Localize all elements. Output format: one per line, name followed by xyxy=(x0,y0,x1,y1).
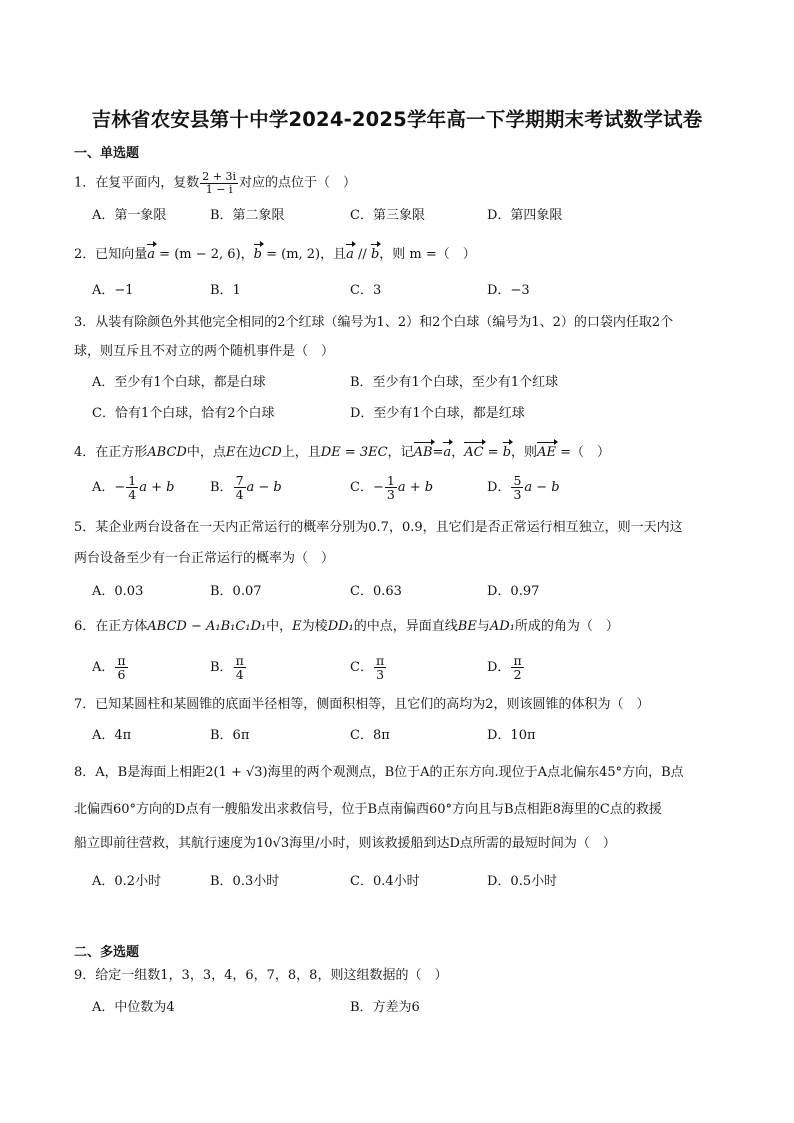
q4-option-a-label: A． xyxy=(92,480,115,496)
q6-option-c-label: C． xyxy=(350,660,373,676)
q2-stem-a: 2．已知向量 xyxy=(74,247,148,262)
q2-parallel-sign: // xyxy=(353,247,371,262)
q4-option-a-sign: − xyxy=(114,480,126,496)
q7-option-d[interactable]: D．10π xyxy=(487,728,536,743)
question-6 xyxy=(74,618,730,636)
q4-side-cd: CD xyxy=(261,445,282,460)
q6-line-ad1: AD₁ xyxy=(489,619,515,634)
q6-stem-4: 与 xyxy=(476,619,490,634)
q5-option-b[interactable]: B．0.07 xyxy=(210,584,262,599)
q6-option-c-den: 3 xyxy=(376,667,385,683)
q1-stem-post: 对应的点位于（ ） xyxy=(239,175,357,191)
q8-option-b[interactable]: B．0.3小时 xyxy=(210,874,280,889)
q8-option-c[interactable]: C．0.4小时 xyxy=(350,874,420,889)
q6-point-e: E xyxy=(292,619,302,634)
q4-stem-6: ， xyxy=(451,445,465,460)
q4-option-b-expr: a − b xyxy=(246,480,282,496)
q2-stem-mid-b: = (m, 2)，且 xyxy=(261,247,347,262)
q1-fraction-den: 1 − i xyxy=(205,182,233,196)
q4-option-b-den: 4 xyxy=(235,487,244,503)
q4-option-a-expr: a + b xyxy=(139,480,175,496)
question-8-line-1: 8．A，B是海面上相距2(1 + √3)海里的两个观测点，B位于A的正东方向.现位于A点北偏东45°方向，B点 xyxy=(74,765,684,780)
q9-option-a[interactable]: A．中位数为4 xyxy=(92,1000,175,1015)
q4-option-c-sign: − xyxy=(372,480,384,496)
q5-option-d[interactable]: D．0.97 xyxy=(487,584,540,599)
q7-option-b[interactable]: B．6π xyxy=(210,728,250,743)
q4-stem-9: =（ ） xyxy=(555,445,610,460)
q8-option-a[interactable]: A．0.2小时 xyxy=(92,874,162,889)
q4-vector-ac: AC xyxy=(464,441,483,462)
q1-fraction-num: 2 + 3i xyxy=(202,170,237,183)
q6-line-be: BE xyxy=(457,619,477,634)
q4-option-b-fraction xyxy=(234,474,246,501)
q6-option-a-label: A． xyxy=(92,660,115,676)
q1-option-b[interactable]: B．第二象限 xyxy=(210,208,285,223)
section-multi-choice: 二、多选题 xyxy=(74,945,140,960)
q4-option-d-num: 5 xyxy=(513,473,522,488)
q4-stem-3: 上，且 xyxy=(281,445,321,460)
q2-parallel-b: b xyxy=(371,243,379,264)
q7-option-c[interactable]: C．8π xyxy=(350,728,390,743)
q6-option-d-den: 2 xyxy=(513,667,522,683)
q1-stem-pre: 1．在复平面内，复数 xyxy=(74,175,200,191)
q1-option-c[interactable]: C．第三象限 xyxy=(350,208,425,223)
q2-option-a[interactable]: A．−1 xyxy=(92,283,134,298)
question-7: 7．已知某圆柱和某圆锥的底面半径相等，侧面积相等，且它们的高均为2，则该圆锥的体积为（ ） xyxy=(74,697,650,712)
q4-stem-5: = xyxy=(432,445,444,460)
q4-option-c-den: 3 xyxy=(386,487,395,503)
q2-option-b[interactable]: B．1 xyxy=(210,283,241,298)
q4-option-a-num: 1 xyxy=(128,473,137,488)
q2-parallel-a: a xyxy=(346,243,354,264)
question-9: 9．给定一组数1，3，3，4，6，7，8，8，则这组数据的（ ） xyxy=(74,968,448,983)
question-1 xyxy=(74,171,730,195)
q6-option-a-num: π xyxy=(117,653,126,668)
q4-stem-7: = xyxy=(483,445,503,460)
q4-equation: DE = 3EC xyxy=(320,445,388,460)
q4-option-c-label: C． xyxy=(350,480,373,496)
q5-option-a[interactable]: A．0.03 xyxy=(92,584,144,599)
q6-stem-5: 所成的角为（ ） xyxy=(514,619,619,634)
q4-option-d-den: 3 xyxy=(513,487,522,503)
q3-option-b[interactable]: B．至少有1个白球，至少有1个红球 xyxy=(350,375,559,390)
q6-option-b-num: π xyxy=(235,653,244,668)
q6-cube: ABCD − A₁B₁C₁D₁ xyxy=(147,619,267,634)
question-3-line-1: 3．从装有除颜色外其他完全相同的2个红球（编号为1、2）和2个白球（编号为1、2）的口袋内任取2个 xyxy=(74,315,674,330)
question-8-line-2: 北偏西60°方向的D点有一艘船发出求救信号，位于B点南偏西60°方向且与B点相距8海里的C点的救援 xyxy=(74,802,662,817)
q8-option-d[interactable]: D．0.5小时 xyxy=(487,874,558,889)
q7-option-a[interactable]: A．4π xyxy=(92,728,132,743)
q6-option-b-label: B． xyxy=(210,660,233,676)
q6-option-b-den: 4 xyxy=(235,667,244,683)
q2-vector-b: b xyxy=(254,243,262,264)
q4-option-c-expr: a + b xyxy=(397,480,434,496)
q5-option-c[interactable]: C．0.63 xyxy=(350,584,402,599)
q4-vector-b: b xyxy=(503,441,511,462)
question-5-line-2: 两台设备至少有一台正常运行的概率为（ ） xyxy=(74,551,335,566)
q6-option-a[interactable] xyxy=(92,654,129,681)
q6-stem-pre: 6．在正方体 xyxy=(74,619,148,634)
q2-option-c[interactable]: C．3 xyxy=(350,283,382,298)
q6-option-c-fraction xyxy=(374,654,386,681)
q4-square: ABCD xyxy=(147,445,187,460)
q4-option-d-label: D． xyxy=(487,480,511,496)
q4-option-c-fraction xyxy=(385,474,397,501)
q6-option-c-num: π xyxy=(375,653,385,668)
q4-option-a-fraction xyxy=(126,474,138,501)
q4-option-a-den: 4 xyxy=(128,487,137,503)
question-2 xyxy=(74,243,730,264)
q1-fraction xyxy=(200,171,238,195)
q3-option-a[interactable]: A．至少有1个白球，都是白球 xyxy=(92,375,266,390)
q3-option-c[interactable]: C．恰有1个白球，恰有2个白球 xyxy=(92,406,275,421)
q4-option-b[interactable] xyxy=(210,474,282,501)
q9-option-b[interactable]: B．方差为6 xyxy=(350,1000,420,1015)
q4-vector-ae: AE xyxy=(537,441,556,462)
q6-option-d[interactable] xyxy=(487,654,525,681)
q4-stem-pre: 4．在正方形 xyxy=(74,445,148,460)
q6-option-d-num: π xyxy=(513,653,522,668)
q4-option-d-expr: a − b xyxy=(524,480,560,496)
q6-stem-2: 为棱 xyxy=(301,619,328,634)
q4-option-d[interactable] xyxy=(487,474,560,501)
q6-option-b-fraction xyxy=(234,654,246,681)
q3-option-d[interactable]: D．至少有1个白球，都是红球 xyxy=(350,406,525,421)
section-single-choice: 一、单选题 xyxy=(74,146,140,161)
q4-stem-2: 在边 xyxy=(235,445,262,460)
q4-stem-1: 中，点 xyxy=(186,445,226,460)
q6-option-a-den: 6 xyxy=(117,667,126,683)
q4-stem-8: ，则 xyxy=(511,445,538,460)
q4-option-a[interactable] xyxy=(92,474,174,501)
q6-stem-3: 的中点，异面直线 xyxy=(353,619,458,634)
q6-option-d-fraction xyxy=(511,654,523,681)
question-3-line-2: 球，则互斥且不对立的两个随机事件是（ ） xyxy=(74,344,335,359)
q6-edge-dd1: DD₁ xyxy=(327,619,354,634)
q6-stem-1: 中， xyxy=(266,619,293,634)
q4-option-d-fraction xyxy=(511,474,523,501)
q4-option-b-label: B． xyxy=(210,480,233,496)
question-5-line-1: 5．某企业两台设备在一天内正常运行的概率分别为0.7，0.9，且它们是否正常运行相互独立，则一天内这 xyxy=(74,520,683,535)
q4-option-c[interactable] xyxy=(350,474,433,501)
q6-option-c[interactable] xyxy=(350,654,387,681)
q4-option-b-num: 7 xyxy=(235,473,244,488)
q6-option-d-label: D． xyxy=(487,660,511,676)
q1-option-a[interactable]: A．第一象限 xyxy=(92,208,167,223)
question-8-line-3: 船立即前往营救，其航行速度为10√3海里/小时，则该救援船到达D点所需的最短时间为（ ） xyxy=(74,836,616,851)
q4-point-e: E xyxy=(225,445,236,460)
q1-option-d[interactable]: D．第四象限 xyxy=(487,208,563,223)
q2-stem-mid-a: = (m − 2, 6)， xyxy=(155,247,254,262)
q2-option-d[interactable]: D．−3 xyxy=(487,283,530,298)
q6-option-a-fraction xyxy=(115,654,127,681)
q4-vector-a: a xyxy=(443,441,451,462)
q2-stem-post: ，则 m =（ ） xyxy=(379,247,476,262)
question-4 xyxy=(74,441,730,462)
q6-option-b[interactable] xyxy=(210,654,247,681)
q4-stem-4: ，记 xyxy=(387,445,414,460)
q4-option-c-num: 1 xyxy=(386,473,395,488)
q2-vector-a: a xyxy=(147,243,155,264)
q4-vector-ab: AB xyxy=(414,441,433,462)
exam-title: 吉林省农安县第十中学2024-2025学年高一下学期期末考试数学试卷 xyxy=(91,108,703,131)
